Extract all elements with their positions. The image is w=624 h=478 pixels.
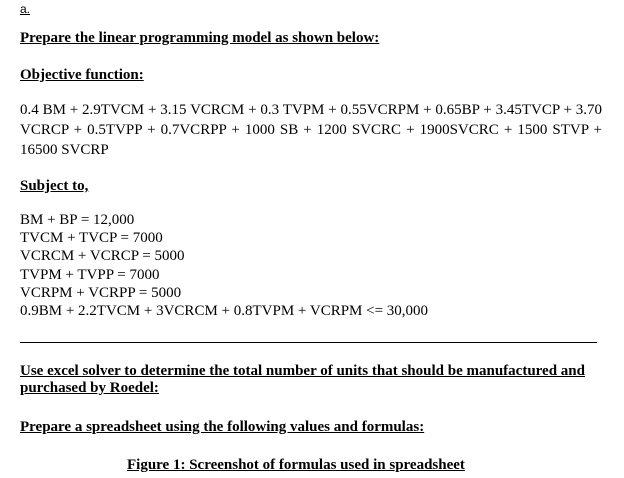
solver-instruction: Use excel solver to determine the total number of units that should be manufactured and purchased by Roedel:	[20, 363, 585, 396]
constraints-heading: Subject to,	[20, 178, 89, 194]
constraint-line: BM + BP = 12,000	[20, 212, 135, 228]
section-divider	[20, 342, 597, 343]
question-marker: a.	[20, 2, 31, 16]
figure-caption: Figure 1: Screenshot of formulas used in spreadsheet	[127, 457, 465, 473]
constraint-line: 0.9BM + 2.2TVCM + 3VCRCM + 0.8TVPM + VCRPM <= 30,000	[20, 303, 429, 320]
objective-heading: Objective function:	[20, 67, 144, 83]
constraints-list	[20, 211, 428, 320]
constraint-line: VCRPM + VCRPP = 5000	[20, 284, 182, 301]
objective-function-text: 0.4 BM + 2.9TVCM + 3.15 VCRCM + 0.3 TVPM + 0.55VCRPM + 0.65BP + 3.45TVCP + 3.70 VCRCP + 0.5TVPP + 0.7VCRPP + 1000 SB + 1200 SVCRC + 1900SVCRC + 1500 STVP + 16500 SVCRP	[20, 102, 602, 158]
constraint-line: TVPM + TVPP = 7000	[20, 266, 160, 283]
spreadsheet-instruction: Prepare a spreadsheet using the following values and formulas:	[20, 419, 425, 435]
constraint-line: TVCM + TVCP = 7000	[20, 230, 163, 247]
constraint-line: VCRCM + VCRCP = 5000	[20, 248, 185, 265]
intro-heading: Prepare the linear programming model as shown below:	[20, 30, 380, 46]
